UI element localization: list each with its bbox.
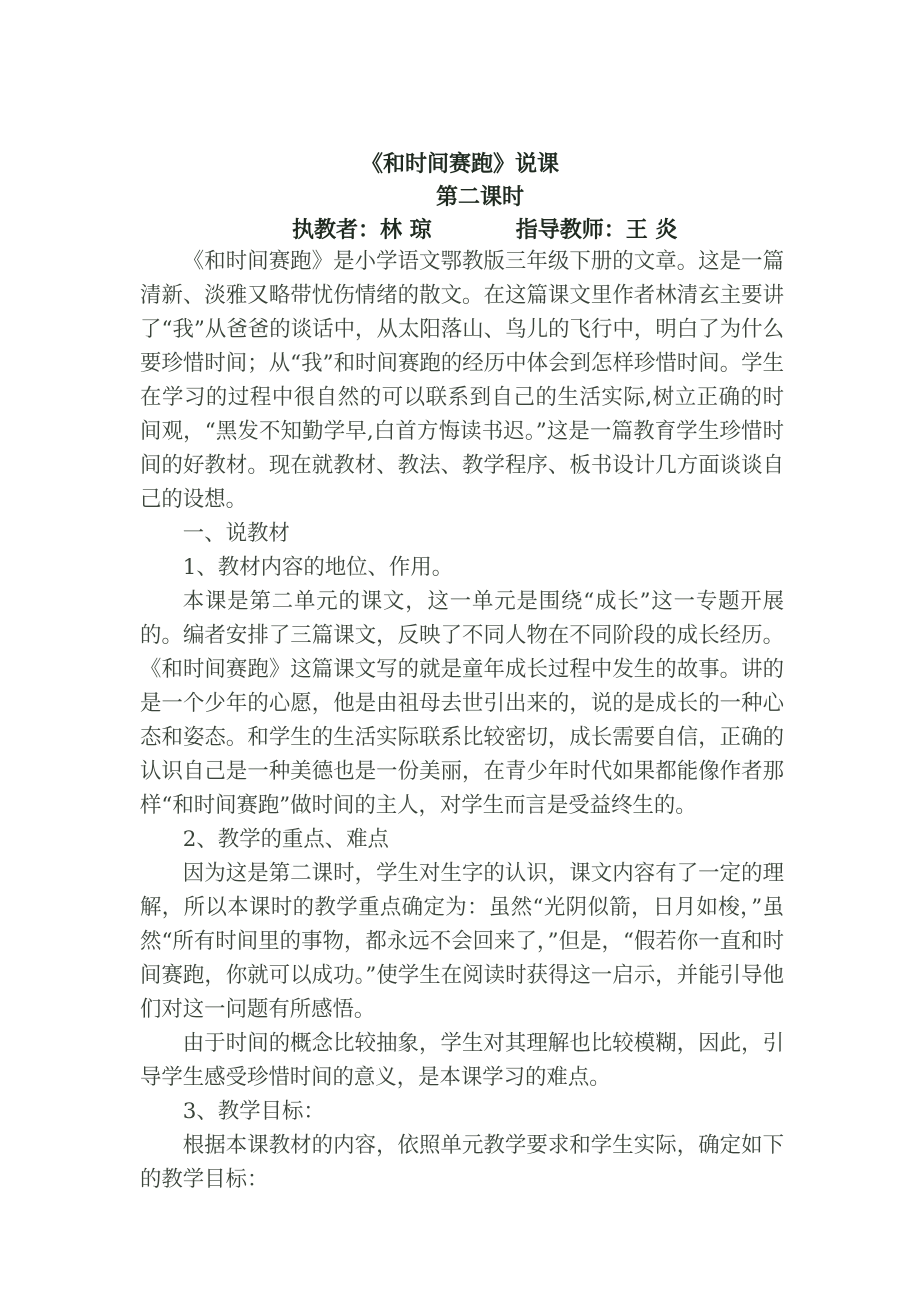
paragraph-difficulty: 由于时间的概念比较抽象，学生对其理解也比较模糊，因此，引导学生感受珍惜时间的意义，是本课学习的难点。 — [140, 1031, 784, 1090]
document-body — [140, 245, 784, 1197]
section-heading-materials: 一、说教材 — [182, 521, 290, 546]
paragraph-intro: 《和时间赛跑》是小学语文鄂教版三年级下册的文章。这是一篇清新、淡雅又略带忧伤情绪的散文。在这篇课文里作者林清玄主要讲了“我”从爸爸的谈话中，从太阳落山、鸟儿的飞行中，明白了为什么要珍惜时间；从“我”和时间赛跑的经历中体会到怎样珍惜时间。学生在学习的过程中很自然的可以联系到自己的生活实际,树立正确的时间观，“黑发不知勤学早,白首方悔读书迟。”这是一篇教育学生珍惜时间的好教材。现在就教材、教法、教学程序、板书设计几方面谈谈自己的设想。 — [140, 249, 784, 512]
paragraph-key-points: 因为这是第二课时，学生对生字的认识，课文内容有了一定的理解，所以本课时的教学重点确定为：虽然“光阴似箭，日月如梭，”虽然“所有时间里的事物，都永远不会回来了，”但是，“假若你一直和时间赛跑，你就可以成功。”使学生在阅读时获得这一启示，并能引导他们对这一问题有所感悟。 — [140, 861, 784, 1022]
byline — [292, 213, 677, 244]
subheading-position-role: 1、教材内容的地位、作用。 — [182, 555, 454, 580]
document-subtitle: 第二课时 — [435, 184, 524, 210]
document-title: 《和时间赛跑》说课 — [360, 151, 559, 177]
paragraph-unit: 本课是第二单元的课文，这一单元是围绕“成长”这一专题开展的。编者安排了三篇课文，反映了不同人物在不同阶段的成长经历。《和时间赛跑》这篇课文写的就是童年成长过程中发生的故事。讲的是一个少年的心愿，他是由祖母去世引出来的，说的是成长的一种心态和姿态。和学生的生活实际联系比较密切，成长需要自信，正确的认识自己是一种美德也是一份美丽，在青少年时代如果都能像作者那样“和时间赛跑”做时间的主人，对学生而言是受益终生的。 — [140, 589, 784, 818]
teacher-label: 执教者： — [292, 217, 381, 243]
subheading-key-points: 2、教学的重点、难点 — [182, 827, 389, 852]
advisor-name: 王 炎 — [625, 217, 678, 243]
subheading-objectives: 3、教学目标： — [182, 1099, 325, 1124]
advisor-label: 指导教师： — [515, 217, 626, 243]
paragraph-objectives: 根据本课教材的内容，依照单元教学要求和学生实际，确定如下的教学目标： — [140, 1133, 784, 1192]
teacher-name: 林 琼 — [380, 217, 432, 243]
